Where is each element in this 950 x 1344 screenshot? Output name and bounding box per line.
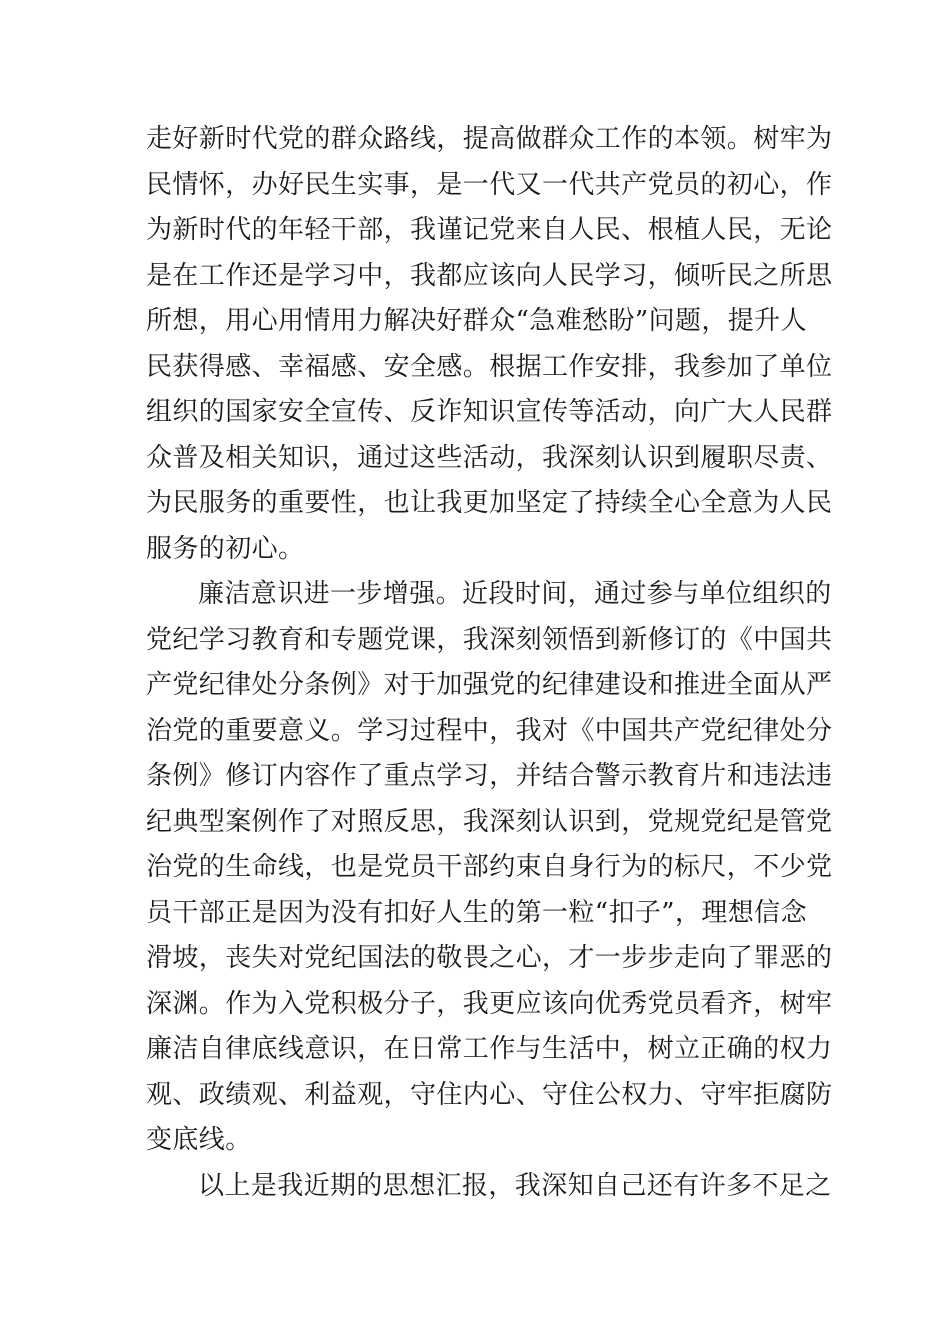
text-line: 廉洁自律底线意识，在日常工作与生活中，树立正确的权力 <box>146 1034 833 1064</box>
text-line: 深渊。作为入党积极分子，我更应该向优秀党员看齐，树牢 <box>146 988 833 1019</box>
text-line: 民情怀，办好民生实事，是一代又一代共产党员的初心，作 <box>146 169 833 200</box>
text-line: 为民服务的重要性，也让我更加坚定了持续全心全意为人民 <box>146 488 833 518</box>
text-line: 是在工作还是学习中，我都应该向人民学习，倾听民之所思 <box>146 260 833 291</box>
text-line: 众普及相关知识，通过这些活动，我深刻认识到履职尽责、 <box>146 442 833 473</box>
text-line: 走好新时代党的群众路线，提高做群众工作的本领。树牢为 <box>146 124 833 154</box>
text-line: 观、政绩观、利益观，守住内心、守住公权力、守牢拒腐防 <box>146 1079 833 1110</box>
text-line: 组织的国家安全宣传、反诈知识宣传等活动，向广大人民群 <box>146 397 833 427</box>
text-line: 以上是我近期的思想汇报，我深知自己还有许多不足之 <box>198 1170 832 1201</box>
text-line: 民获得感、幸福感、安全感。根据工作安排，我参加了单位 <box>146 351 833 382</box>
text-line: 党纪学习教育和专题党课，我深刻领悟到新修订的《中国共 <box>146 624 833 655</box>
body-text <box>146 117 833 1209</box>
text-line: 治党的重要意义。学习过程中，我对《中国共产党纪律处分 <box>146 715 833 746</box>
text-line: 廉洁意识进一步增强。近段时间，通过参与单位组织的 <box>198 579 832 609</box>
text-line: 纪典型案例作了对照反思，我深刻认识到，党规党纪是管党 <box>146 806 833 837</box>
text-line: 服务的初心。 <box>146 533 305 564</box>
text-line: 产党纪律处分条例》对于加强党的纪律建设和推进全面从严 <box>146 670 833 700</box>
text-line: 变底线。 <box>146 1125 252 1155</box>
text-line: 条例》修订内容作了重点学习，并结合警示教育片和违法违 <box>146 761 833 791</box>
text-line: 治党的生命线，也是党员干部约束自身行为的标尺，不少党 <box>146 852 833 882</box>
text-line: 滑坡，丧失对党纪国法的敬畏之心，才一步步走向了罪恶的 <box>146 943 833 973</box>
text-line: 员干部正是因为没有扣好人生的第一粒“扣子”，理想信念 <box>146 897 807 928</box>
text-line: 为新时代的年轻干部，我谨记党来自人民、根植人民，无论 <box>146 215 833 245</box>
text-line: 所想，用心用情用力解决好群众“急难愁盼”问题，提升人 <box>146 306 807 336</box>
